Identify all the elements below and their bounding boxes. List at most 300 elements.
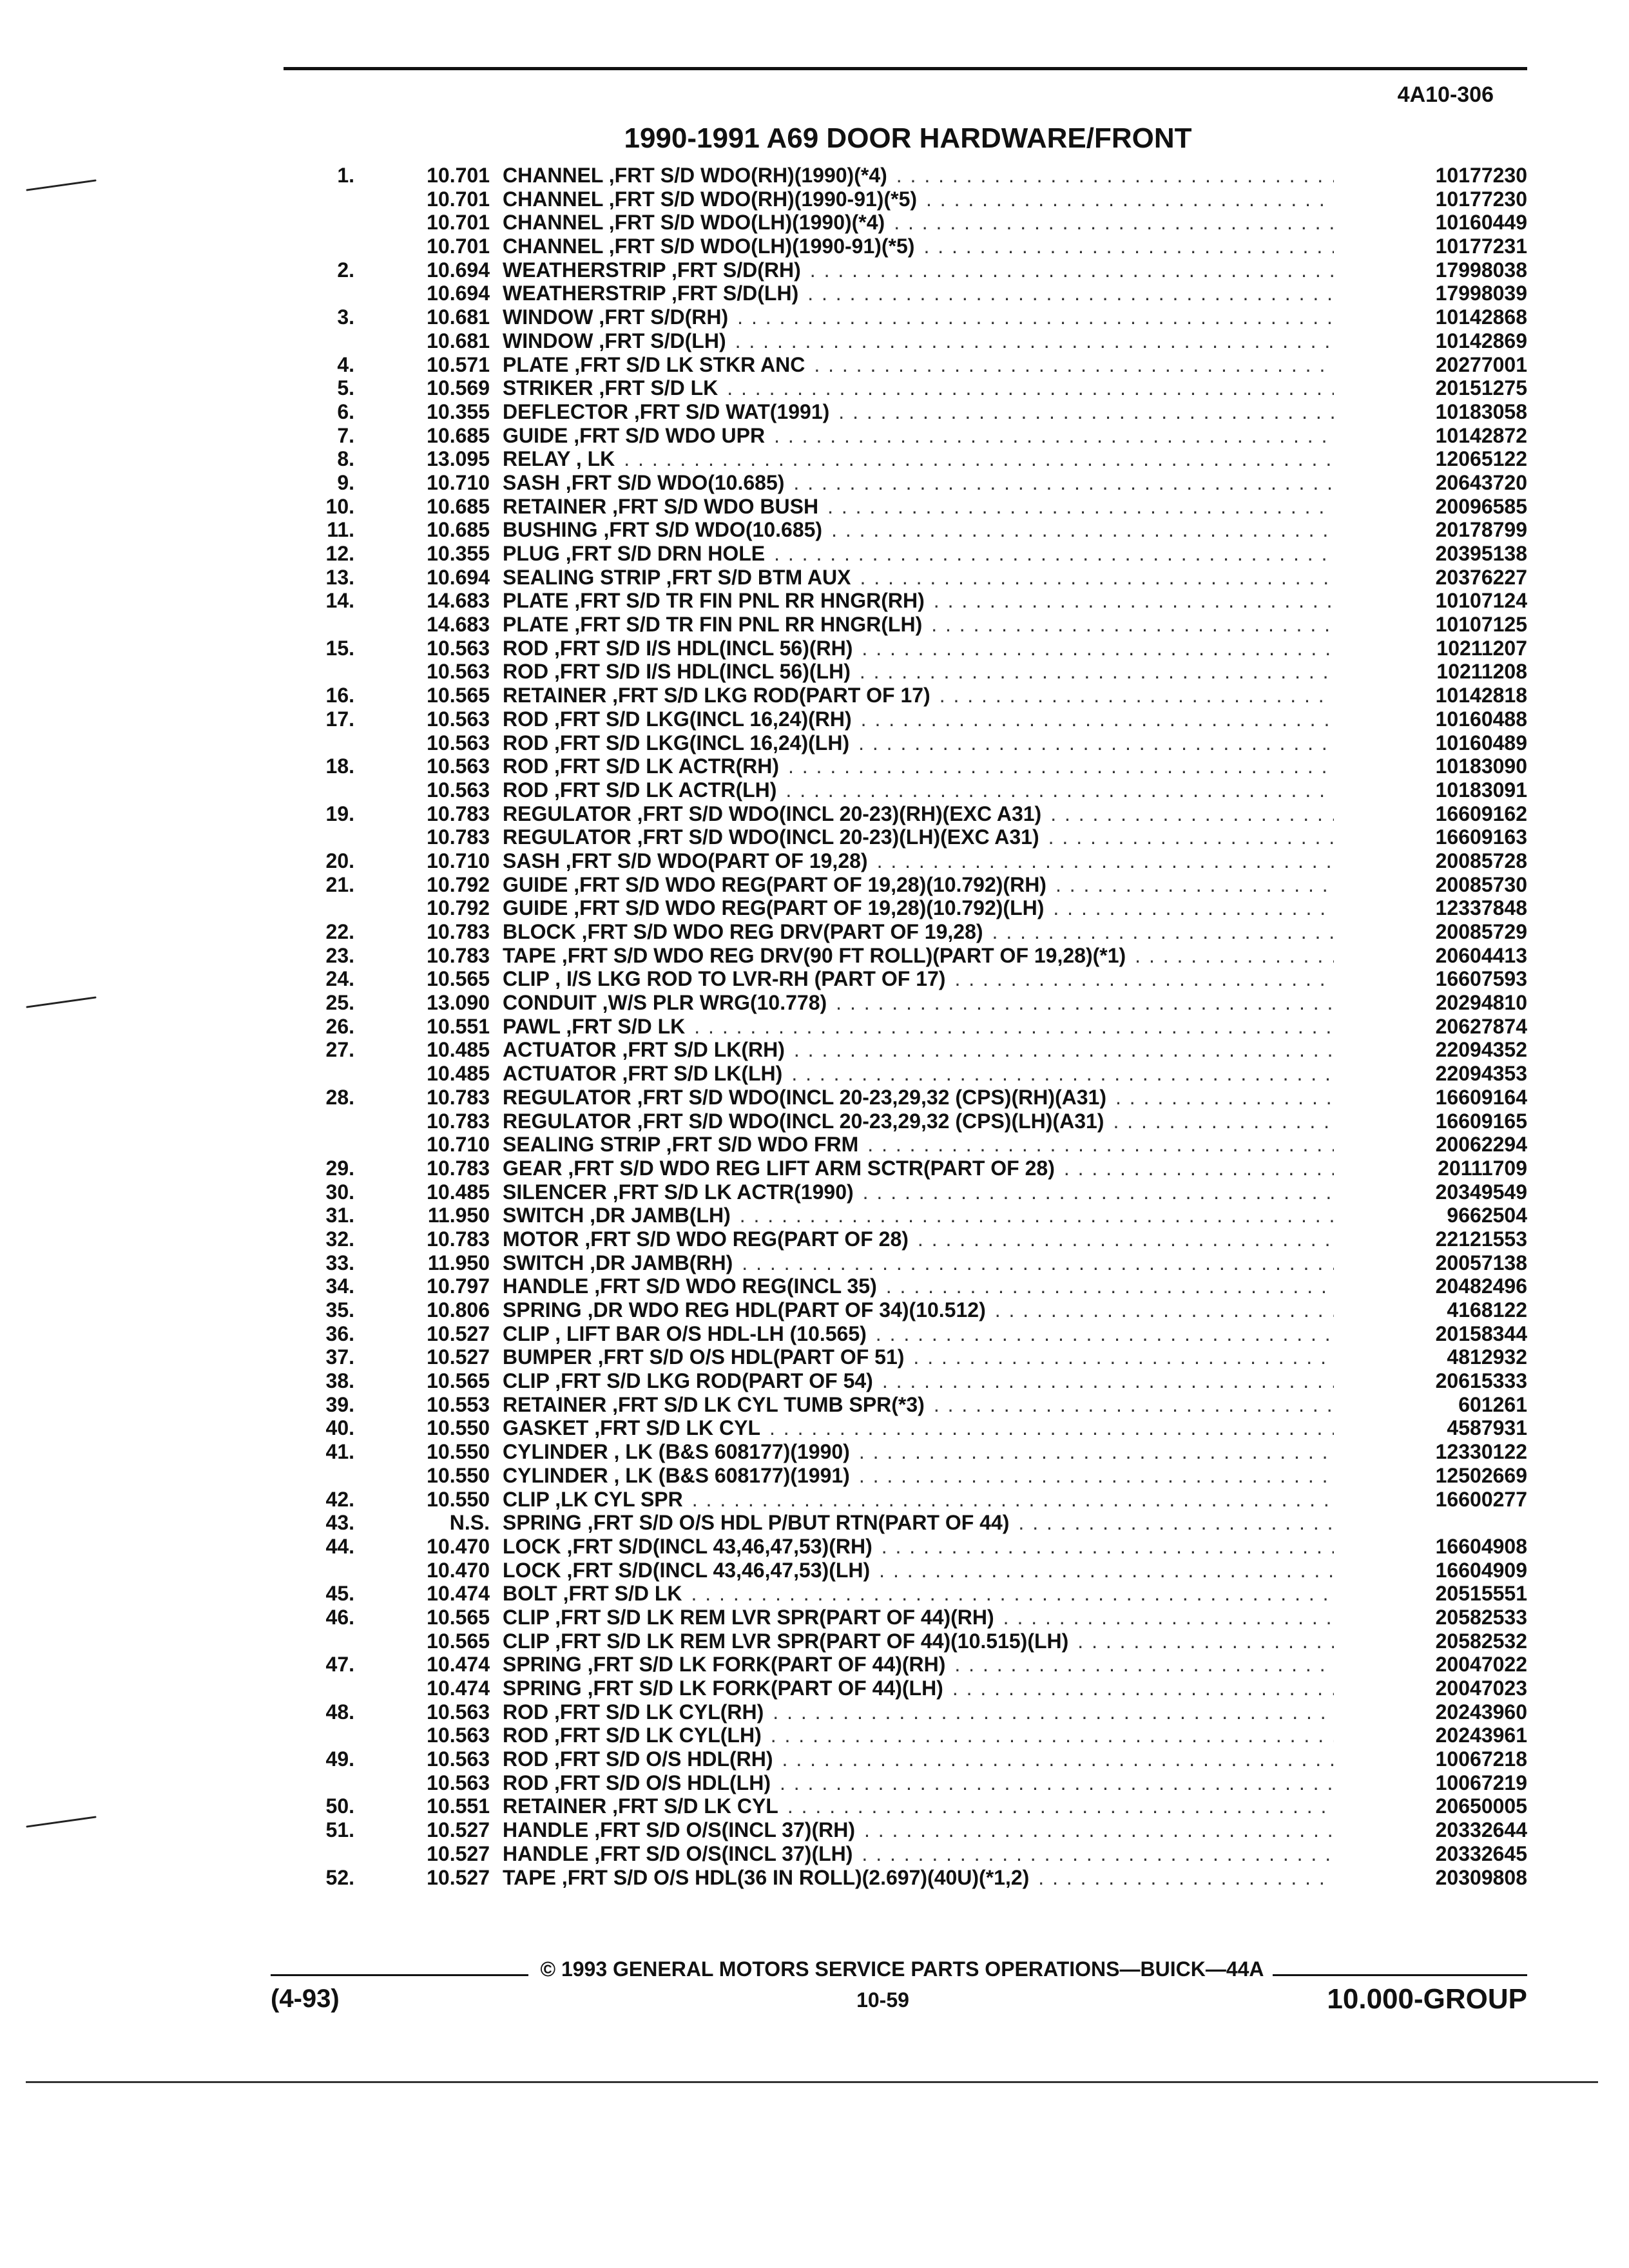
leader-dots [1003,1606,1334,1629]
leader-dots [1135,944,1334,968]
part-number: 16600277 [1435,1487,1527,1511]
parts-row [271,1393,1527,1417]
parts-row [271,896,1527,920]
group-number: 10.694 [427,565,490,589]
group-number: 10.701 [427,164,490,187]
leader-dots [787,1794,1334,1818]
description-cell [503,1700,1334,1724]
part-number: 20277001 [1435,352,1527,376]
item-number: 19. [325,802,354,825]
description-cell [503,731,1334,755]
leader-dots [1038,1866,1334,1890]
leader-dots [1115,1086,1334,1110]
part-number: 20085730 [1435,872,1527,896]
description-cell [503,660,1334,684]
leader-dots [793,471,1334,495]
part-number: 20349549 [1435,1180,1527,1204]
parts-row [271,1511,1527,1535]
part-number: 10211208 [1436,660,1527,684]
description-cell [503,1322,1334,1346]
parts-row [271,1274,1527,1298]
leader-dots [769,1416,1334,1440]
part-description: SASH ,FRT S/D WDO(PART OF 19,28) [503,849,868,872]
item-number: 38. [325,1369,354,1393]
item-number: 16. [325,684,354,707]
group-number: 10.792 [427,896,490,920]
part-number: 20178799 [1435,518,1527,542]
parts-row [271,1015,1527,1039]
part-number: 17998038 [1435,258,1527,282]
part-description: ROD ,FRT S/D LKG(INCL 16,24)(RH) [503,707,852,731]
part-number: 10142868 [1435,305,1527,329]
item-number: 32. [325,1227,354,1251]
leader-dots [860,660,1334,684]
part-number: 20243960 [1435,1700,1527,1724]
part-description: REGULATOR ,FRT S/D WDO(INCL 20-23)(LH)(EXC A31) [503,825,1039,849]
description-cell [503,1086,1334,1110]
leader-dots [879,1559,1334,1582]
part-description: RETAINER ,FRT S/D LK CYL [503,1794,778,1818]
parts-row [271,684,1527,707]
parts-row [271,1298,1527,1322]
parts-row [271,566,1527,590]
parts-row [271,1724,1527,1747]
item-number: 5. [337,376,354,400]
parts-row [271,637,1527,660]
parts-row [271,1227,1527,1251]
group-number: 10.485 [427,1062,490,1086]
leader-dots [894,211,1334,235]
description-cell [503,825,1334,849]
footer-rule-left [271,1974,528,1976]
group-number: 10.783 [427,1085,490,1109]
leader-dots [896,164,1334,187]
item-number: 34. [325,1274,354,1298]
parts-row [271,1842,1527,1866]
part-number: 12065122 [1435,447,1527,471]
group-number: 10.550 [427,1416,490,1440]
part-description: RETAINER ,FRT S/D WDO BUSH [503,494,819,518]
leader-dots [737,305,1334,329]
group-number: 10.474 [427,1677,490,1700]
parts-row [271,329,1527,353]
leader-dots [940,684,1334,707]
parts-row [271,1582,1527,1606]
item-number: 41. [325,1440,354,1464]
part-number: 16609165 [1435,1109,1527,1133]
top-rule [284,67,1527,70]
parts-row [271,1488,1527,1512]
parts-row [271,1086,1527,1110]
leader-dots [735,329,1334,353]
part-description: CLIP ,FRT S/D LK REM LVR SPR(PART OF 44)(RH) [503,1605,994,1629]
parts-row [271,613,1527,637]
group-number: 10.563 [427,731,490,754]
parts-row [271,1440,1527,1464]
part-number: 4812932 [1447,1345,1527,1369]
description-cell [503,1842,1334,1866]
group-number: 10.783 [427,943,490,967]
description-cell [503,684,1334,707]
leader-dots [862,637,1334,660]
leader-dots [1077,1629,1334,1653]
group-number: 10.783 [427,920,490,943]
item-number: 18. [325,754,354,778]
parts-row [271,1700,1527,1724]
group-number: 10.701 [427,235,490,258]
part-description: GUIDE ,FRT S/D WDO REG(PART OF 19,28)(10.792)(LH) [503,896,1045,920]
leader-dots [995,1298,1334,1322]
part-number: 601261 [1458,1392,1527,1416]
group-number: 10.792 [427,872,490,896]
group-number: 10.550 [427,1440,490,1464]
leader-dots [858,731,1334,755]
leader-dots [876,1322,1334,1346]
leader-dots [838,400,1334,424]
item-number: 35. [325,1298,354,1321]
part-number: 22121553 [1435,1227,1527,1251]
leader-dots [774,542,1334,566]
group-number: 10.527 [427,1321,490,1345]
description-cell [503,849,1334,873]
description-cell [503,944,1334,968]
description-cell [503,1369,1334,1393]
description-cell [503,1559,1334,1582]
group-number: 10.474 [427,1653,490,1677]
part-description: SASH ,FRT S/D WDO(10.685) [503,470,785,494]
group-number: 10.565 [427,1629,490,1653]
parts-row [271,353,1527,377]
part-number: 4168122 [1447,1298,1527,1321]
item-number: 36. [325,1321,354,1345]
leader-dots [771,1724,1334,1747]
part-number: 20057138 [1435,1251,1527,1274]
part-number: 20482496 [1435,1274,1527,1298]
part-description: WINDOW ,FRT S/D(RH) [503,305,729,329]
parts-row [271,1747,1527,1771]
leader-dots [864,1818,1334,1842]
part-number: 20582533 [1435,1605,1527,1629]
leader-dots [859,1440,1334,1464]
part-number: 20062294 [1435,1133,1527,1157]
description-cell [503,471,1334,495]
description-cell [503,896,1334,920]
part-description: STRIKER ,FRT S/D LK [503,376,718,400]
parts-row [271,1345,1527,1369]
item-number: 52. [325,1865,354,1889]
group-number: 10.527 [427,1345,490,1369]
part-number: 12330122 [1435,1440,1527,1464]
item-number: 37. [325,1345,354,1369]
parts-row [271,542,1527,566]
group-number: 10.565 [427,1605,490,1629]
part-description: CHANNEL ,FRT S/D WDO(LH)(1990-91)(*5) [503,235,915,258]
part-number: 10177231 [1435,235,1527,258]
item-number: 30. [325,1180,354,1204]
leader-dots [836,991,1334,1015]
part-description: REGULATOR ,FRT S/D WDO(INCL 20-23)(RH)(EXC A31) [503,802,1042,825]
parts-row [271,991,1527,1015]
parts-row [271,495,1527,519]
parts-row [271,1038,1527,1062]
part-number: 10160489 [1435,731,1527,754]
part-number: 20294810 [1435,991,1527,1015]
part-description: RETAINER ,FRT S/D LK CYL TUMB SPR(*3) [503,1392,925,1416]
description-cell [503,211,1334,235]
parts-row [271,1251,1527,1275]
group-number: 11.950 [427,1251,490,1274]
parts-row [271,1180,1527,1204]
part-description: CYLINDER , LK (B&S 608177)(1991) [503,1463,850,1487]
binder-mark [26,996,96,1008]
description-cell [503,707,1334,731]
group-number: 10.563 [427,778,490,802]
group-number: 10.783 [427,825,490,849]
parts-row [271,873,1527,897]
part-number: 20158344 [1435,1321,1527,1345]
part-number: 10183090 [1435,754,1527,778]
part-number: 4587931 [1447,1416,1527,1440]
part-number: 10211207 [1436,636,1527,660]
part-description: LOCK ,FRT S/D(INCL 43,46,47,53)(RH) [503,1534,872,1558]
part-description: CLIP ,FRT S/D LKG ROD(PART OF 54) [503,1369,873,1393]
description-cell [503,235,1334,258]
part-description: SEALING STRIP ,FRT S/D BTM AUX [503,565,851,589]
part-number: 17998039 [1435,282,1527,305]
part-number: 10177230 [1435,164,1527,187]
description-cell [503,1606,1334,1629]
group-number: 10.710 [427,470,490,494]
description-cell [503,1629,1334,1653]
group-number: 10.470 [427,1534,490,1558]
part-description: ROD ,FRT S/D LK ACTR(RH) [503,754,779,778]
group-number: 10.551 [427,1014,490,1038]
description-cell [503,1015,1334,1039]
leader-dots [774,424,1334,448]
item-number: 9. [337,470,354,494]
group-number: 13.095 [427,447,490,471]
description-cell [503,164,1334,187]
part-description: ROD ,FRT S/D LK CYL(RH) [503,1700,764,1724]
part-description: SILENCER ,FRT S/D LK ACTR(1990) [503,1180,854,1204]
group-number: 10.553 [427,1392,490,1416]
description-cell [503,1251,1334,1275]
leader-dots [742,1251,1334,1275]
description-cell [503,1535,1334,1559]
group-number: 10.685 [427,518,490,542]
leader-dots [786,778,1334,802]
part-number: 10183091 [1435,778,1527,802]
description-cell [503,991,1334,1015]
leader-dots [1018,1511,1334,1535]
part-number: 20085728 [1435,849,1527,872]
item-number: 26. [325,1014,354,1038]
part-description: TAPE ,FRT S/D O/S HDL(36 IN ROLL)(2.697)(40U)(*1,2) [503,1865,1030,1889]
description-cell [503,1416,1334,1440]
parts-row [271,1369,1527,1393]
part-description: BUMPER ,FRT S/D O/S HDL(PART OF 51) [503,1345,905,1369]
leader-dots [867,1133,1334,1157]
group-number: 10.474 [427,1582,490,1606]
leader-dots [827,495,1334,519]
group-number: 10.783 [427,1156,490,1180]
parts-list [271,164,1527,1889]
part-description: CLIP , I/S LKG ROD TO LVR-RH (PART OF 17) [503,967,946,991]
parts-row [271,282,1527,305]
part-number: 16609163 [1435,825,1527,849]
group-number: 10.797 [427,1274,490,1298]
parts-row [271,707,1527,731]
item-number: 33. [325,1251,354,1274]
item-number: 17. [325,707,354,731]
part-number: 20376227 [1435,565,1527,589]
parts-row [271,589,1527,613]
parts-row [271,424,1527,448]
part-description: CLIP , LIFT BAR O/S HDL-LH (10.565) [503,1321,867,1345]
part-description: MOTOR ,FRT S/D WDO REG(PART OF 28) [503,1227,909,1251]
leader-dots [694,1015,1334,1039]
part-number: 20604413 [1435,943,1527,967]
leader-dots [882,1369,1334,1393]
description-cell [503,1866,1334,1890]
parts-row [271,825,1527,849]
part-description: PLATE ,FRT S/D TR FIN PNL RR HNGR(RH) [503,589,925,613]
part-description: HANDLE ,FRT S/D WDO REG(INCL 35) [503,1274,877,1298]
item-number: 12. [325,542,354,565]
part-description: SWITCH ,DR JAMB(LH) [503,1204,731,1227]
part-number: 20309808 [1435,1865,1527,1889]
group-number: 10.470 [427,1558,490,1582]
part-description: CONDUIT ,W/S PLR WRG(10.778) [503,991,827,1015]
description-cell [503,589,1334,613]
leader-dots [913,1345,1334,1369]
parts-row [271,1653,1527,1677]
part-number: 16604909 [1435,1558,1527,1582]
group-number: N.S. [449,1511,490,1535]
description-cell [503,1464,1334,1488]
part-number: 20096585 [1435,494,1527,518]
item-number: 13. [325,565,354,589]
description-cell [503,1653,1334,1677]
part-description: GUIDE ,FRT S/D WDO REG(PART OF 19,28)(10.792)(RH) [503,872,1046,896]
parts-row [271,802,1527,826]
part-description: GASKET ,FRT S/D LK CYL [503,1416,760,1440]
group-number: 10.563 [427,1724,490,1747]
part-description: CHANNEL ,FRT S/D WDO(RH)(1990-91)(*5) [503,187,918,211]
part-description: DEFLECTOR ,FRT S/D WAT(1991) [503,399,830,423]
leader-dots [863,1180,1334,1204]
part-number: 10183058 [1435,399,1527,423]
group-number: 10.563 [427,1700,490,1724]
group-number: 14.683 [427,613,490,637]
parts-row [271,211,1527,235]
group-number: 10.550 [427,1463,490,1487]
description-cell [503,1227,1334,1251]
item-number: 39. [325,1392,354,1416]
part-number: 16609162 [1435,802,1527,825]
item-number: 48. [325,1700,354,1724]
parts-row [271,1204,1527,1227]
part-number: 20643720 [1435,470,1527,494]
leader-dots [877,849,1334,873]
part-number: 12502669 [1435,1463,1527,1487]
description-cell [503,1274,1334,1298]
parts-row [271,1322,1527,1346]
parts-row [271,1559,1527,1582]
part-number: 20627874 [1435,1014,1527,1038]
leader-dots [952,1677,1334,1700]
group-number: 10.527 [427,1865,490,1889]
item-number: 27. [325,1038,354,1062]
footer-page-number: 10-59 [856,1988,909,2012]
parts-row [271,778,1527,802]
part-description: BLOCK ,FRT S/D WDO REG DRV(PART OF 19,28) [503,920,983,943]
part-number: 10067218 [1435,1747,1527,1771]
part-description: ROD ,FRT S/D LK CYL(LH) [503,1724,762,1747]
part-description: CHANNEL ,FRT S/D WDO(RH)(1990)(*4) [503,164,887,187]
leader-dots [1050,802,1334,826]
part-description: HANDLE ,FRT S/D O/S(INCL 37)(LH) [503,1841,853,1865]
parts-row [271,967,1527,991]
item-number: 23. [325,943,354,967]
part-description: ROD ,FRT S/D I/S HDL(INCL 56)(RH) [503,636,853,660]
item-number: 40. [325,1416,354,1440]
group-number: 10.806 [427,1298,490,1321]
group-number: 10.551 [427,1794,490,1818]
leader-dots [691,1582,1334,1606]
part-description: BOLT ,FRT S/D LK [503,1582,682,1606]
item-number: 25. [325,991,354,1015]
item-number: 29. [325,1156,354,1180]
part-description: HANDLE ,FRT S/D O/S(INCL 37)(RH) [503,1818,855,1842]
leader-dots [923,235,1334,258]
leader-dots [780,1771,1334,1795]
leader-dots [807,282,1334,305]
parts-row [271,1818,1527,1842]
leader-dots [831,518,1334,542]
group-number: 10.355 [427,542,490,565]
part-description: CHANNEL ,FRT S/D WDO(LH)(1990)(*4) [503,211,885,235]
parts-row [271,1464,1527,1488]
item-number: 28. [325,1085,354,1109]
description-cell [503,754,1334,778]
description-cell [503,400,1334,424]
group-number: 10.783 [427,802,490,825]
description-cell [503,566,1334,590]
part-number: 20615333 [1435,1369,1527,1393]
part-number: 20111709 [1438,1156,1527,1180]
leader-dots [794,1038,1334,1062]
part-number: 20650005 [1435,1794,1527,1818]
group-number: 10.681 [427,329,490,352]
description-cell [503,778,1334,802]
part-number: 22094353 [1435,1062,1527,1086]
parts-row [271,1629,1527,1653]
description-cell [503,1393,1334,1417]
parts-row [271,754,1527,778]
item-number: 1. [337,164,354,187]
parts-row [271,400,1527,424]
part-description: LOCK ,FRT S/D(INCL 43,46,47,53)(LH) [503,1558,871,1582]
leader-dots [860,566,1334,590]
item-number: 42. [325,1487,354,1511]
part-description: RELAY , LK [503,447,615,471]
description-cell [503,1062,1334,1086]
leader-dots [773,1700,1334,1724]
description-cell [503,542,1334,566]
description-cell [503,1488,1334,1512]
footer-group: 10.000-GROUP [1327,1983,1527,2015]
